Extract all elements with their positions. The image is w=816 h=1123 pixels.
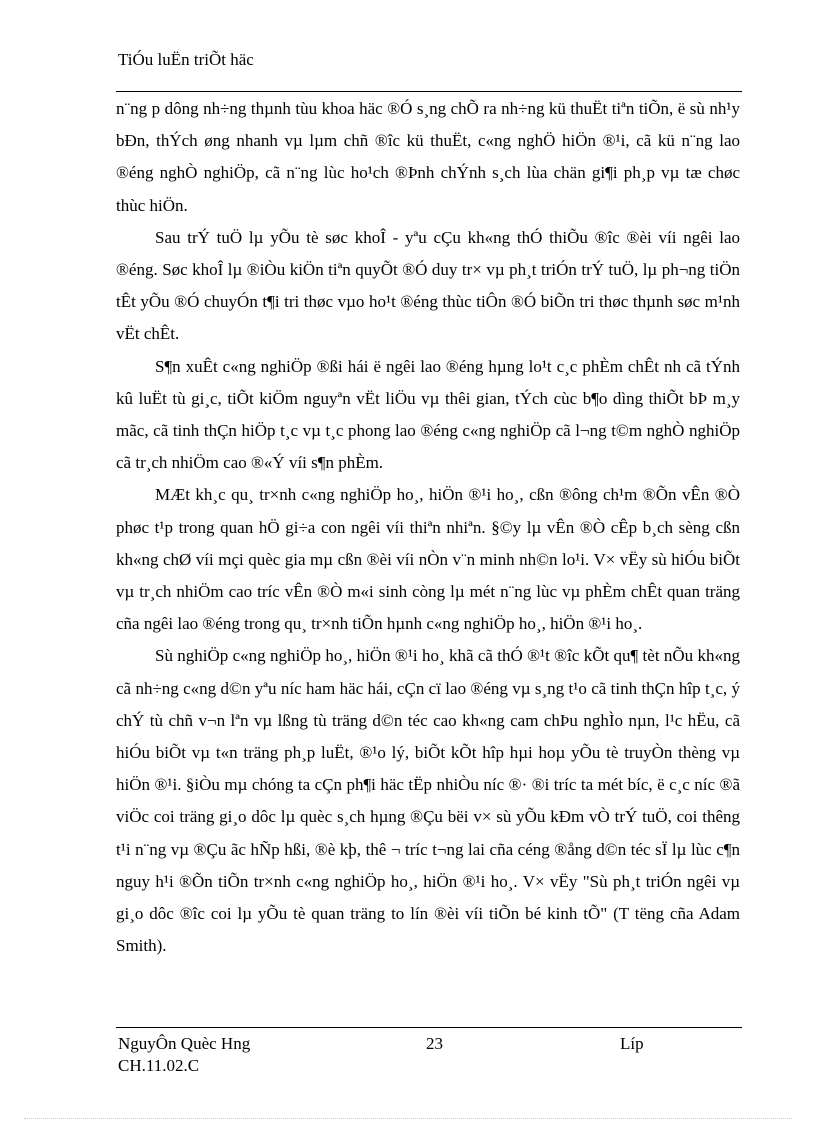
header-rule bbox=[116, 91, 742, 92]
paragraph: MÆt kh¸c qu¸ tr×nh c«ng nghiÖp ho¸, hiÖn ®¹i ho¸, cßn ®ông ch¹m ®Õn vÊn ®Ò phøc t¹p trong quan hÖ gi÷a con ngêi víi thiªn nhiªn. §©y lµ vÊn ®Ò cÊp b¸ch sèng cßn kh«ng chØ víi mçi quèc gia mµ cßn ®èi víi nÒn v¨n minh nh©n lo¹i. V× vËy sù hiÓu biÕt vµ tr¸ch nhiÖm cao tríc vÊn ®Ò m«i sinh còng lµ mét n¨ng lùc vµ phÈm chÊt quan träng cña ngêi lao ®éng trong qu¸ tr×nh tiÕn hµnh c«ng nghiÖp ho¸, hiÖn ®¹i ho¸. bbox=[116, 485, 740, 634]
class-label: Líp bbox=[620, 1034, 644, 1053]
paragraph: n¨ng p dông nh÷ng thµnh tùu khoa häc ®Ó s¸ng chÕ ra nh÷ng kü thuËt tiªn tiÕn, ë sù nh¹y bÐn, thÝch øng nhanh vµ lµm chñ ®îc kü thuËt, c«ng nghÖ hiÖn ®¹i, cã kü n¨ng lao ®éng nghÒ nghiÖp, cã n¨ng lùc ho¹ch ®Þnh chÝnh s¸ch lùa chän gi¶i ph¸p vµ tæ chøc thùc hiÖn. bbox=[116, 99, 740, 215]
author-name: NguyÔn Quèc Hng bbox=[118, 1034, 251, 1053]
page-edge-divider bbox=[24, 1118, 792, 1119]
header-title: TiÓu luËn triÕt häc bbox=[118, 50, 254, 69]
footer-author bbox=[118, 1033, 250, 1077]
paragraph: S¶n xuÊt c«ng nghiÖp ®ßi hái ë ngêi lao ®éng hµng lo¹t c¸c phÈm chÊt nh cã tÝnh kû luËt tù gi¸c, tiÕt kiÖm nguyªn vËt liÖu vµ thêi gian, tÝch cùc b¶o dìng thiÕt bÞ m¸y mãc, cã tinh thÇn hiÖp t¸c vµ t¸c phong lao ®éng c«ng nghiÖp cã l¬ng t©m nghÒ nghiÖp cã tr¸ch nhiÖm cao ®«Ý víi s¶n phÈm. bbox=[116, 356, 740, 473]
author-code: CH.11.02.C bbox=[118, 1056, 200, 1075]
paragraph: Sau trÝ tuÖ lµ yÕu tè søc khoÎ - yªu cÇu kh«ng thÓ thiÕu ®îc ®èi víi ngêi lao ®éng. Søc khoÎ lµ ®iÒu kiÖn tiªn quyÕt ®Ó duy tr× vµ ph¸t triÓn trÝ tuÖ, lµ ph¬ng tiÖn tÊt yÕu ®Ó chuyÓn t¶i tri thøc vµo ho¹t ®éng thùc tiÔn ®Ó biÕn tri thøc thµnh søc m¹nh vËt chÊt. bbox=[116, 227, 740, 344]
paragraph: Sù nghiÖp c«ng nghiÖp ho¸, hiÖn ®¹i ho¸ khã cã thÓ ®¹t ®îc kÕt qu¶ tèt nÕu kh«ng cã nh÷ng c«ng d©n yªu níc ham häc hái, cÇn cï lao ®éng vµ s¸ng t¹o cã tinh thÇn hîp t¸c, ý chÝ tù chñ v¬n lªn vµ lßng tù träng d©n téc cao kh«ng cam chÞu nghÌo nµn, l¹c hËu, cã hiÓu biÕt vµ t«n träng ph¸p luËt, ®¹o lý, biÕt kÕt hîp hµi hoµ yÕu tè truyÒn thèng vµ hiÖn ®¹i. §iÒu mµ chóng ta cÇn ph¶i häc tËp nhiÒu níc ®· ®i tríc ta mét bíc, ë c¸c níc ®ã viÖc coi träng gi¸o dôc lµ quèc s¸ch hµng ®Çu bëi v× sù yÕu kÐm vÒ trÝ tuÖ, coi thêng t¹i n¨ng vµ ®Çu ãc hÑp hßi, ®è kþ, thê ¬ tríc t¬ng lai cña céng ®ång d©n téc sÏ lµ lùc c¶n nguy h¹i ®Õn tiÕn tr×nh c«ng nghiÖp ho¸, hiÖn ®¹i ho¸. V× vËy "Sù ph¸t triÓn ngêi vµ gi¸o dôc ®îc coi lµ yÕu tè quan träng to lín ®èi víi tiÕn bé kinh tÕ" (T tëng cña Adam Smith). bbox=[116, 646, 740, 956]
page-number: 23 bbox=[426, 1034, 443, 1053]
body-text bbox=[116, 93, 740, 962]
footer-rule bbox=[116, 1027, 742, 1028]
